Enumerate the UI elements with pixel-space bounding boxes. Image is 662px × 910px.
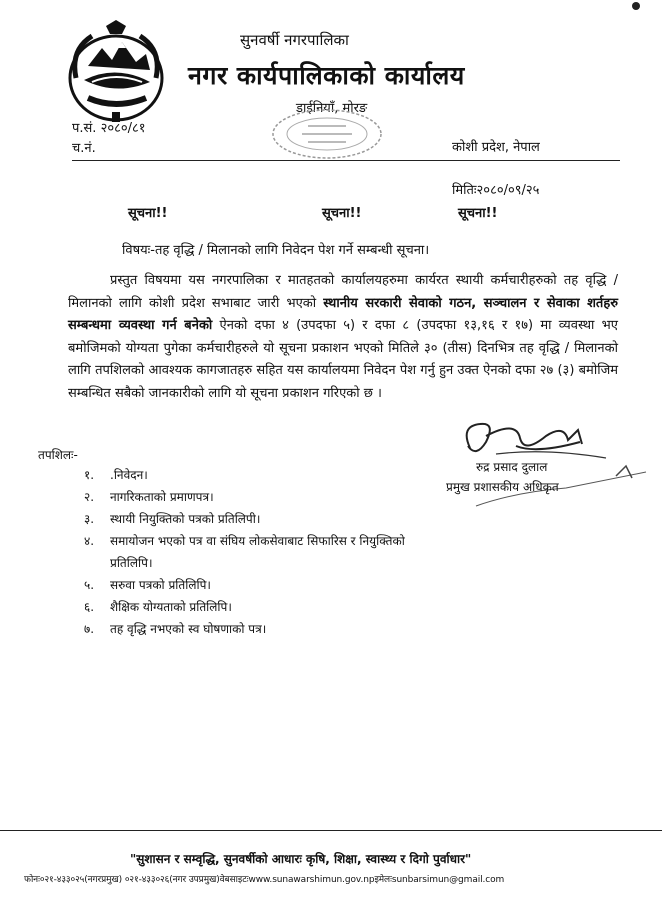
list-item: ३. स्थायी नियुक्तिको पत्रको प्रतिलिपी।: [84, 512, 261, 526]
header-divider: [72, 160, 620, 161]
signatory-name: रुद्र प्रसाद दुलाल: [476, 460, 548, 474]
notice-heading: सूचना!!: [458, 206, 498, 221]
notice-subject: विषयः-तह वृद्धि / मिलानको लागि निवेदन पेश गर्ने सम्बन्धी सूचना।: [122, 243, 430, 258]
body-text-bold: स्थानीय सरकारी सेवाको गठन, सञ्चालन र सेवाका शर्तहरु सम्बन्धमा व्यवस्था गर्न बनेको: [68, 295, 618, 333]
office-address: डाईनियाँ, मोरङ: [296, 101, 368, 116]
footer-motto: "सुशासन र सम्वृद्धि, सुनवर्षीको आधारः कृषि, शिक्षा, स्वास्थ्य र दिगो पुर्वाधार": [130, 852, 472, 866]
reference-number: प.सं. २०८०/८१: [72, 121, 146, 136]
list-item: ४. समायोजन भएको पत्र वा संघिय लोकसेवाबाट सिफारिस र नियुक्तिको प्रतिलिपि।: [84, 534, 405, 570]
office-title: नगर कार्यपालिकाको कार्यालय: [188, 61, 465, 90]
scan-dot-mark: [632, 2, 640, 10]
body-text-part1: प्रस्तुत विषयमा यस नगरपालिका र मातहतको कार्यालयहरुमा कार्यरत स्थायी कर्मचारीहरुको तह वृद्धि / मिलानको लागि कोशी प्रदेश सभाबाट जारी भएको: [68, 273, 618, 311]
notice-date: मितिः२०८०/०९/२५: [452, 183, 540, 198]
list-item: २. नागरिकताको प्रमाणपत्र।: [84, 490, 214, 504]
footer-contact: फोनः०२१-४३३०२५(नगरप्रमुख) ०२१-४३३०२६(नगर उपप्रमुख)वेबसाइटःwww.sunawarshimun.gov.npइमेलःsunbarsimun@gmail.com: [24, 875, 505, 885]
notice-heading: सूचना!!: [322, 206, 362, 221]
footer-divider: [0, 830, 662, 831]
notice-heading: सूचना!!: [128, 206, 168, 221]
list-item: ६. शैक्षिक योग्यताको प्रतिलिपि।: [84, 600, 232, 614]
province-address: कोशी प्रदेश, नेपाल: [452, 140, 540, 155]
municipality-name: सुनवर्षी नगरपालिका: [240, 31, 349, 49]
notice-body: [68, 270, 618, 405]
attachments-label: तपशिलः-: [38, 448, 78, 462]
signatory-title: प्रमुख प्रशासकीय अधिकृत: [446, 480, 559, 494]
list-item: ७. तह वृद्धि नभएको स्व घोषणाको पत्र।: [84, 622, 267, 636]
office-stamp-seal: [268, 104, 386, 160]
list-item: १. .निवेदन।: [84, 468, 148, 482]
attachments-list: [84, 464, 484, 640]
list-item: ५. सरुवा पत्रको प्रतिलिपि।: [84, 578, 211, 592]
nepal-emblem-logo: [62, 20, 170, 128]
dispatch-number: च.नं.: [72, 141, 96, 156]
body-text-part2: ऐनको दफा ४ (उपदफा ५) र दफा ८ (उपदफा १३,१६ र १७) मा व्यवस्था भए बमोजिमको योग्यता पुगेका कर्मचारीहरुले यो सूचना प्रकाशन भएको मितिले ३० (तीस) दिनभित्र तह वृद्धि / मिलानको लागि तपशिलको आवश्यक कागजातहरु सहित यस कार्यालयमा निवेदन पेश गर्नु हुन उक्त ऐनको दफा २७ (३) बमोजिम सम्बन्धित सबैको जानकारीको लागि यो सूचना प्रकाशन गरिएको छ ।: [68, 318, 618, 401]
